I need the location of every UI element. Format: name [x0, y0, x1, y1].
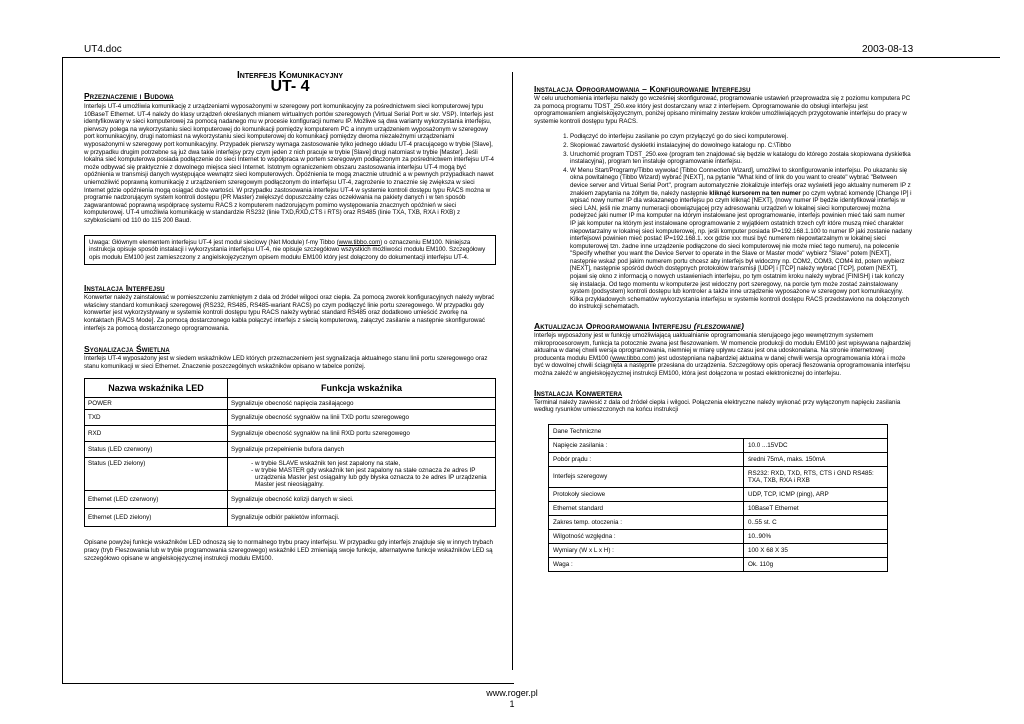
- step4-bold-phrase: kliknąć kursorem na ten numer: [709, 189, 801, 197]
- spec-value: 10..90%: [744, 529, 888, 543]
- led-name: Status (LED zielony): [85, 458, 228, 491]
- list-item: 2. Skopiować zawartość dyskietki instalacyjnej do dowolnego katalogu np. C:\Tibbo: [570, 142, 912, 150]
- led-func: Sygnalizuje obecność sygnałów na linii TXD portu szeregowego: [228, 410, 496, 426]
- spec-value: RS232: RXD, TXD, RTS, CTS i GND RS485: TXA, TXB, RXA i RXB: [744, 466, 888, 487]
- led-table-header: [85, 379, 496, 398]
- doc-title: [84, 70, 496, 95]
- tibbo-link[interactable]: www.tibbo.com: [338, 238, 381, 246]
- aktualizacja-text-a: Interfejs wyposażony jest w funkcję umożliwiającą uaktualnianie oprogramowania sterującego jego wewnętrznym systemem mikroprocesorowym, funkcja ta potocznie zwana jest fleszowaniem. W momencie produkcji do modułu EM100 jest wpisywana najbardziej aktualna w danej chwili wersja oprogramowania, niemniej w miarę upływu czasu jest ona udoskonalana. Na stronie internetowej producenta modułu EM100 (: [534, 332, 911, 362]
- table-row: [85, 410, 496, 426]
- spec-label: Protokoły sieciowe: [549, 487, 744, 501]
- title-line2: UT- 4: [270, 78, 310, 95]
- spec-value: UDP, TCP, ICMP (ping), ARP: [744, 487, 888, 501]
- table-row: [549, 466, 888, 487]
- list-item: 3. Uruchomić program TDST_250.exe (program ten znajdować się będzie w katalogu do którego została skopiowana dyskietka instalacyjna), program ten instaluje oprogramowanie interfejsu.: [570, 151, 912, 166]
- led-func: Sygnalizuje przepełnienie bufora danych: [228, 442, 496, 458]
- heading-instalacja: Instalacja Interfejsu: [84, 283, 165, 294]
- table-row: [85, 442, 496, 458]
- para-przeznaczenie: Interfejs UT-4 umożliwia komunikację z urządzeniami wyposażonymi w szeregowy port komunikacyjny za pośrednictwem sieci komputerowej typu 10BaseT Ethernet. UT-4 należy do klasy urządzeń określanych mianem wirtualnych portów szeregowych (Virtual Serial Port w skr. VSP). Interfejs jest identyfikowany w sieci komputerowej za pomocą nadanego mu w procesie konfiguracji numeru IP. Możliwe są dwa warianty wykorzystania interfejsu, pierwszy polega na wykorzystaniu sieci komputerowej do komunikacji pomiędzy komputerem PC a innym urządzeniem wyposażonym w szeregowy port komunikacyjny, drugi natomiast na wykorzystaniu sieci komputerowej do komunikacji pomiędzy dwoma niezależnymi urządzeniami wyposażonymi w szeregowy port komunikacyjny. Przypadek pierwszy wymaga zastosowanie tylko jednego układu UT-4 pracującego w trybie [Slave], w przypadku drugim potrzebne są już dwa takie interfejsy przy czym jeden z nich pracuje w trybie [Slave] drugi natomiast w trybie [Master]. Jeśli lokalna sieć komputerowa posiada podłączenie do sieci Internet to współpraca w portem szeregowym podłączonym za pośrednictwem interfejsu UT-4 może odbywać się praktycznie z dowolnego miejsca sieci Internet. Istotnym ograniczeniem obszaru zastosowania interfejsu UT-4 mogą być opóźnienia w transmisji danych występujące wewnątrz sieci komputerowych. Opóźnienia te mogą znacznie utrudnić a w pewnych przypadkach nawet uniemożliwić poprawną komunikację z urządzeniem szeregowym podłączonym do interfejsu UT-4, zagrożenie to znacznie się zwiększa w sieci Internet gdzie opóźnienia mogą osiągać duże wartości. W przypadku zastosowania interfejsu UT-4 w systemie kontroli dostępu typu RACS można w programie nadzorującym system kontroli dostępu (PR Master) zwiększyć dopuszczalny czas oczekiwania na pakiety danych i w ten sposób zagwarantować poprawną współpracę systemu RACS z komputerem nadzorującym pomimo występowania znacznych opóźnień w sieci komputerowej. UT-4 umożliwia komunikację w standardzie RS232 (linie TXD,RXD,CTS i RTS) oraz RS485 (linie TXA, TXB, RXA i RXB) z szybkościami od 110 do 115 200 Baud.: [84, 103, 494, 224]
- para-sygnalizacja: Interfejs UT-4 wyposażony jest w siedem wskaźników LED których przeznaczeniem jest sygnalizacja aktualnego stanu linii portu szeregowego oraz stanu komunikacji w sieci Ethernet. Znaczenie poszczególnych wskaźników opisano w tabelce poniżej.: [84, 355, 488, 370]
- spec-value: Ok. 110g: [744, 557, 888, 571]
- spec-table-header: [549, 424, 888, 438]
- spec-label: Wymiary (W x L x H) :: [549, 543, 744, 557]
- left-border: [62, 57, 63, 683]
- spec-value: 10.0 ...15VDC: [744, 438, 888, 452]
- table-row: [549, 487, 888, 501]
- header-rule: [62, 57, 1000, 58]
- led-name: Status (LED czerwony): [85, 442, 228, 458]
- spec-label: Interfejs szeregowy: [549, 466, 744, 487]
- spec-label: Ethernet standard: [549, 501, 744, 515]
- page-number: 1: [509, 699, 515, 709]
- title-line1: Interfejs Komunikacyjny: [236, 70, 344, 81]
- doc-filename: UT4.doc: [84, 44, 122, 55]
- spec-label: Waga :: [549, 557, 744, 571]
- led-col-name: Nazwa wskaźnika LED: [85, 379, 228, 398]
- table-row: [85, 398, 496, 410]
- spec-value: 10BaseT Ethernet: [744, 501, 888, 515]
- table-row: [85, 509, 496, 527]
- led-table: [84, 378, 496, 527]
- para-instalacja: Konwerter należy zainstalować w pomieszczeniu zamkniętym z dala od źródeł wilgoci oraz ciepła. Za pomocą zworek konfiguracyjnych należy wybrać właściwy standard komunikacji szeregowej (RS232, RS485, RS485-wariant RACS) po czym podłączyć linie portu szeregowego. W przypadku gdy konwerter jest wykorzystywany w systemie kontroli dostępu typu RACS należy wybrać standard RS485 oraz dodatkowo umieścić zworkę na kontaktach [RACS Mode]. Za pomocą dostarczonego kabla połączyć interfejs z siecią komputerową, załączyć zasilanie a następnie skonfigurować interfejs za pomocą dostarczonego oprogramowania.: [84, 294, 495, 332]
- para-konwertera: Terminal należy zawiesić z dala od źródeł ciepła i wilgoci. Połączenia elektryczne należy wykonać przy wyłączonym napięciu zasilania według rysunków umieszczonych na końcu instrukcji: [534, 398, 901, 414]
- heading-przeznaczenie: Przeznaczenie i Budowa: [84, 91, 174, 101]
- led-name: Ethernet (LED czerwony): [85, 491, 228, 509]
- note-box: [84, 235, 496, 266]
- spec-table: [548, 424, 888, 572]
- table-row: [549, 557, 888, 571]
- spec-header-cell: Dane Techniczne: [549, 424, 888, 438]
- led-func: Sygnalizuje odbiór pakietów informacji.: [228, 509, 496, 527]
- heading-aktualizacja-text: Aktualizacja Oprogramowania Interfejsu: [534, 321, 692, 332]
- tibbo-link-2[interactable]: www.tibbo.com: [612, 354, 654, 362]
- led-func: [228, 458, 496, 491]
- heading-aktualizacja-em: (fleszowanie): [693, 321, 745, 332]
- spec-label: Pobór prądu :: [549, 452, 744, 466]
- led-name: TXD: [85, 410, 228, 426]
- para-oprogramowanie: W celu uruchomienia interfejsu należy go wcześniej skonfigurować, programowanie ustawień przeprowadza się z poziomu komputera PC za pomocą programu TDST_250.exe który jest dostarczany wraz z interfejsem. Oprogramowanie do obsługi interfejsu jest oprogramowaniem angielskojęzycznym, poniżej opisano minimalny zestaw kroków umożliwiających przygotowanie interfejsu do pracy w systemie kontroli dostępu typu RACS.: [534, 95, 911, 125]
- status-green-list: [231, 460, 492, 488]
- spec-label: Wilgotność względna :: [549, 529, 744, 543]
- heading-sygnalizacja: Sygnalizacja Świetlna: [84, 344, 170, 355]
- table-row: [549, 452, 888, 466]
- list-item: - w trybie MASTER gdy wskaźnik ten jest zapalony na stałe oznacza że adres IP urządzenia Master jest osiągalny lub gdy błyska oznacza to że adres IP urządzenia Master jest nieosiągalny.: [255, 467, 492, 488]
- led-func: Sygnalizuje obecność kolizji danych w sieci.: [228, 491, 496, 509]
- right-column: [534, 84, 912, 572]
- para-led-note: Opisane powyżej funkcje wskaźników LED odnoszą się to normalnego trybu pracy interfejsu. W przypadku gdy interfejs znajduje się w innych trybach pracy (tryb Fleszowania lub w trybie programowania szeregowego) wskaźniki LED zmieniają swoje funkcje, alternatywne funkcje wskaźników LED są szczegółowo opisane w angielskojęzycznej instrukcji modułu EM100.: [84, 539, 493, 562]
- table-row: [85, 491, 496, 509]
- spec-value: średni 75mA, maks. 150mA: [744, 452, 888, 466]
- spec-value: 0..55 st. C: [744, 515, 888, 529]
- table-row: [85, 426, 496, 442]
- led-func: Sygnalizuje obecność napięcia zasilającego: [228, 398, 496, 410]
- table-row: [549, 438, 888, 452]
- footer-rule: [62, 683, 514, 684]
- para-aktualizacja: [534, 332, 912, 378]
- table-row: [85, 458, 496, 491]
- aktualizacja-text-b: ) jest udostępniana najbardziej aktualna w danej chwili wersja oprogramowania która i może być w dowolnej chwili ściągnięta a następnie przesłana do urządzenia. Szczegółowy opis operacji fleszowania oprogramowania interfejsu można zaleźć w angielskojęzycznej instrukcji EM100, która jest dołączona w postaci elektronicznej do interfejsu.: [534, 354, 910, 377]
- table-row: [549, 543, 888, 557]
- led-col-func: Funkcja wskaźnika: [228, 379, 496, 398]
- heading-aktualizacja: [534, 321, 912, 331]
- table-row: [549, 529, 888, 543]
- list-item: 1. Podłączyć do interfejsu zasilanie po czym przyłączyć go do sieci komputerowej.: [570, 133, 912, 141]
- led-func: Sygnalizuje obecność sygnałów na linii RXD portu szeregowego: [228, 426, 496, 442]
- heading-oprogramowanie: Instalacja Oprogramowania – Konfigurowanie Interfejsu: [534, 84, 751, 94]
- heading-konwertera: Instalacja Konwertera: [534, 387, 623, 398]
- spec-value: 100 X 68 X 35: [744, 543, 888, 557]
- led-name: POWER: [85, 398, 228, 410]
- footer-url[interactable]: www.roger.pl: [486, 688, 538, 698]
- note-text-b: ) o oznaczeniu EM100. Niniejsza instrukcja opisuje sposób instalacji i wykorzystania interfejsu UT-4, nie opisuje szczegółowo wszystkich możliwości modułu EM100. Szczegółowy opis modułu EM100 jest zamieszczony z angielskojęzycznym opisem modułu EM100 który jest dołączony do dokumentacji interfejsu UT-4.: [89, 238, 486, 261]
- list-item: 4. W Menu Start/Programy/Tibbo wywołać [Tibbo Connection Wizard], umożliwi to skonfigurowanie interfejsu. Po ukazaniu się okna powitalnego (Tibbo Wizard) wybrać [NEXT], na pytanie "What kind of link do you want to create" wybrać "Between device server and Virtual Serial Port", program automatycznie zlokalizuje interfejs oraz wyświetli jego aktualny numerem IP z znakiem zapytania na żółtym tle, należy następnie kliknąć kursorem na ten numer po czym wybrać komendę [Change IP] i wpisać nowy numer IP dla wskazanego interfejsu po czym kliknąć [NEXT], (nowy numer IP będzie identyfikował interfejs w sieci LAN, jeśli nie znamy numeracji obowiązującej przy adresowaniu urządzeń w lokalnej sieci komputerowej można podejrzeć jaki numer IP ma komputer na którym instalowane jest oprogramowanie, interfejs powinien mieć taki sam numer IP jak komputer na którym jest instalowane oprogramowanie z wyjątkiem ostatnich trzech cyfr które muszą mieć charakter niepowtarzalny w lokalnej sieci komputerowej, np. jeśli komputer posiada IP=192.168.1.100 to numer IP jaki zostanie nadany interfejsowi powinien mieć postać IP=192.168.1. xxx gdzie xxx musi być numerem niepowtarzalnym w lokalnej sieci komputerowej tzn. żadne inne urządzenie podłączone do sieci komputerowej nie może mieć tego numeru), na polecenie "Specify whether you want the Device Server to operate in the Slave or Master mode" wybierz "Slave" potem [NEXT], następnie wskaż pod jakim numerem portu chcesz aby interfejs był widoczny np. COM2, COM3, COM4 itd, potem wybierz [NEXT], następnie spośród dwóch dostępnych protokołów transmisji [UDP] i [TCP] należy wybrać [TCP], potem [NEXT], pojawi się okno z informacją o nowych ustawieniach interfejsu, po tym ostatnim kroku należy wybrać [FINISH] i tak kończy się instalacja. Od tego momentu w komputerze jest widoczny port szeregowy, na porcie tym może zostać zainstalowany system (podsystem) kontroli dostępu lub kontroler a także inne urządzenie wyposażone w szeregowy port komunikacyjny. Kilka przykładowych schematów wykorzystania interfejsu w systemie kontroli dostępu RACS przedstawiono na dołączonych do instrukcji schematach.: [570, 167, 912, 311]
- table-row: [549, 501, 888, 515]
- doc-date: 2003-08-13: [862, 44, 914, 55]
- spec-label: Napięcie zasilania :: [549, 438, 744, 452]
- led-name: Ethernet (LED zielony): [85, 509, 228, 527]
- note-text-a: Uwaga: Głównym elementem interfejsu UT-4 jest moduł sieciowy (Net Module) f-my Tibbo (: [89, 238, 339, 246]
- steps-list: [534, 133, 912, 311]
- column-divider: [512, 72, 513, 670]
- spec-label: Zakres temp. otoczenia :: [549, 515, 744, 529]
- left-column: [84, 70, 496, 562]
- led-name: RXD: [85, 426, 228, 442]
- table-row: [549, 515, 888, 529]
- list-item: - w trybie SLAVE wskaźnik ten jest zapalony na stałe,: [255, 460, 492, 467]
